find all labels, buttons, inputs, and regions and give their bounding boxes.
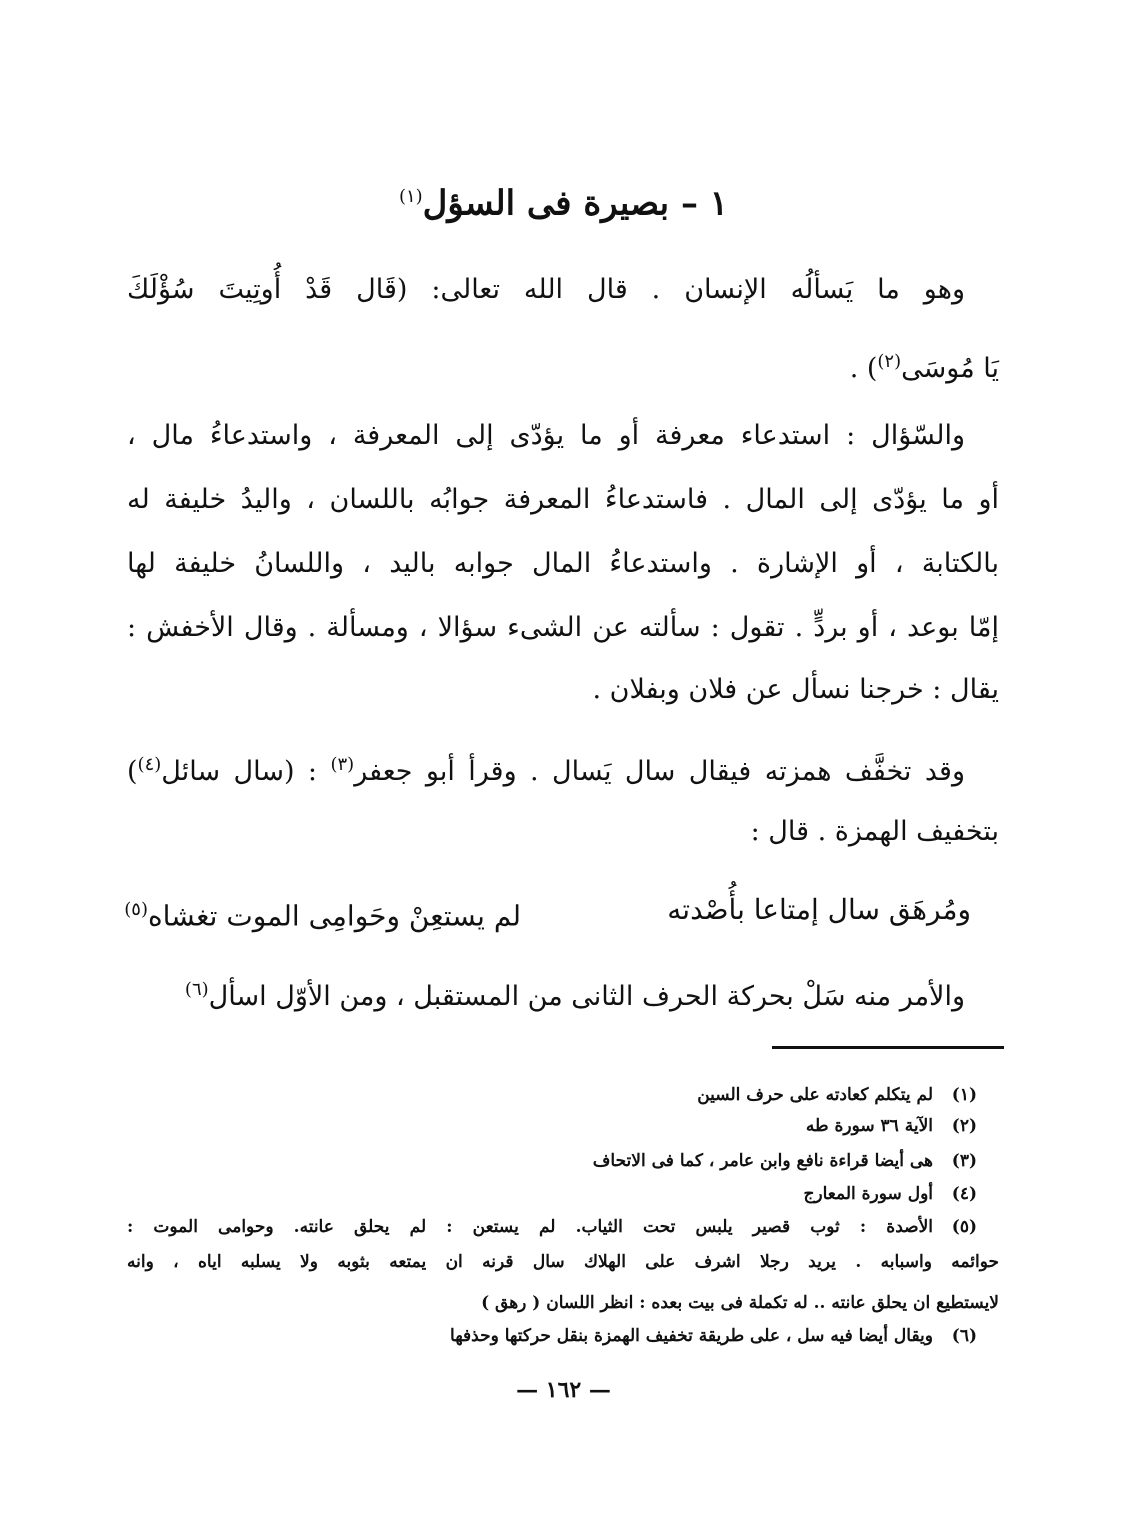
footnote-text: لم يتكلم كعادته على حرف السين	[697, 1085, 933, 1105]
body-line	[127, 342, 999, 389]
body-line	[127, 970, 999, 1017]
footnote-ref: (٢)	[877, 351, 902, 372]
footnote-ref: (٦)	[184, 979, 209, 1000]
verse-second-hemistich	[124, 886, 521, 940]
body-text: ) .	[849, 353, 878, 384]
footnote-text: الأصدة : ثوب قصير يلبس تحت الثياب. لم يستعن : لم يحلق عانته. وحوامى الموت :	[127, 1217, 933, 1237]
footnote-text: هى أيضا قراءة نافع وابن عامر ، كما فى الاتحاف	[592, 1151, 933, 1171]
heading-note-ref: (١)	[398, 186, 423, 207]
body-text: بالكتابة ، أو الإشارة . واستدعاءُ المال جوابه باليد ، واللسانُ خليفة لها	[127, 548, 999, 579]
body-text: وقد تخفَّف همزته فيقال سال يَسال . وقرأ أبو جعفر	[354, 756, 965, 787]
body-line	[127, 608, 999, 648]
body-text: والأمر منه سَلْ بحركة الحرف الثانى من المستقبل ، ومن الأوّل اسأل	[208, 981, 965, 1012]
footnote-text: ويقال أيضا فيه سل ، على طريقة تخفيف الهمزة بنقل حركتها وحذفها	[450, 1326, 933, 1346]
footnote-ref: (٣)	[330, 754, 355, 775]
body-text: : (سال سائل	[161, 756, 318, 787]
body-line	[127, 812, 999, 852]
footnote	[127, 1113, 999, 1139]
footnote-ref: (٤)	[137, 754, 162, 775]
footnote-ref: (٥)	[124, 899, 148, 920]
body-line	[127, 416, 999, 456]
footnote-number: (٥)	[951, 1217, 977, 1237]
footnote-divider	[772, 1046, 1004, 1049]
body-text: يقال : خرجنا نسأل عن فلان وبفلان .	[592, 674, 999, 705]
footnote-number: (٦)	[951, 1326, 977, 1346]
footnote-continuation	[127, 1249, 999, 1275]
footnote	[127, 1082, 999, 1108]
footnote-text: حوائمه واسبابه . يريد رجلا اشرف على الهلاك سال قرنه ان يمتعه بثوبه ولا يسلبه اياه ، وانه	[127, 1252, 999, 1272]
body-text: يَا مُوسَى	[901, 353, 999, 384]
body-text: )	[127, 756, 138, 787]
footnote-number: (٢)	[951, 1116, 977, 1136]
section-heading	[0, 172, 1127, 228]
footnote-number: (٣)	[951, 1151, 977, 1171]
body-text: وهو ما يَسألُه الإنسان . قال الله تعالى: (قَال قَدْ أُوتِيتَ سُؤْلَكَ	[127, 274, 965, 305]
footnote	[127, 1148, 999, 1174]
body-line	[127, 544, 999, 584]
footnote-text: لايستطيع ان يحلق عانته .. له تكملة فى بيت بعده : انظر اللسان ( رهق )	[481, 1293, 999, 1313]
body-line	[127, 670, 999, 710]
body-text: إمّا بوعد ، أو بردٍّ . تقول : سألته عن الشىء سؤالا ، ومسألة . وقال الأخفش :	[127, 612, 999, 643]
page-number: — ١٦٢ —	[516, 1377, 611, 1403]
body-text: بتخفيف الهمزة . قال :	[750, 816, 999, 847]
footnote	[127, 1181, 999, 1207]
footnote-number: (٤)	[951, 1184, 977, 1204]
body-text: والسّؤال : استدعاء معرفة أو ما يؤدّى إلى المعرفة ، واستدعاءُ مال ،	[127, 420, 965, 451]
footnote	[127, 1323, 999, 1349]
footnote	[127, 1214, 999, 1240]
footnote-text: الآية ٣٦ سورة طه	[805, 1116, 933, 1136]
verse-text: لم يستعِنْ وحَوامِى الموت تغشاه	[147, 899, 521, 933]
heading-text: ١ – بصيرة فى السؤل	[422, 183, 729, 224]
verse-first-hemistich: ومُرهَق سال إمتاعا بأُصْدته	[667, 893, 971, 926]
body-text: أو ما يؤدّى إلى المال . فاستدعاءُ المعرفة جوابُه باللسان ، واليدُ خليفة له	[127, 484, 999, 515]
poetry-verse	[124, 886, 999, 934]
footnote-text: أول سورة المعارج	[803, 1184, 933, 1204]
body-line	[127, 745, 999, 792]
footnote-number: (١)	[951, 1085, 977, 1105]
footnote-continuation	[127, 1290, 999, 1316]
body-line	[127, 270, 999, 310]
body-line	[127, 480, 999, 520]
